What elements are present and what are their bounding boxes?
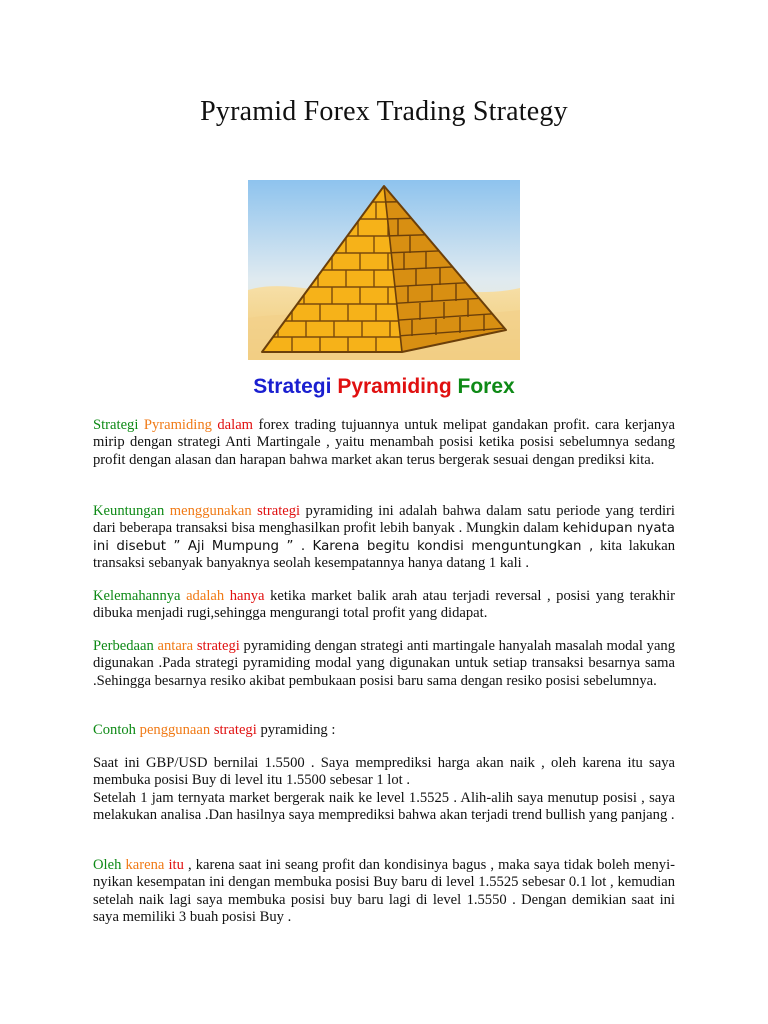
paragraph-text: pyramiding ini adalah bahwa dalam satu periode yang terdiri dari beberapa transaksi bisa menghasilkan profit lebih banyak . Mungkin dalam (93, 503, 675, 537)
paragraph-keuntungan (93, 503, 675, 572)
heading-word-pyramiding: Pyramiding (337, 375, 452, 398)
keyword: karena (125, 857, 165, 873)
keyword: strategi (213, 722, 257, 738)
paragraph-text-sans: kehidupan nyata ini disebut ” Aji Mumpung ” . Karena begitu kondisi menguntungkan , (93, 521, 676, 554)
paragraph-text: forex trading tujuannya untuk melipat gandakan profit. cara kerjanya mirip dengan strategi Anti Martingale , yaitu menambah posisi ketika posisi sebelumnya sedang profit dengan alasan dan harapan bahwa market akan terus bergerak sesuai dengan prediksi kita. (93, 417, 675, 468)
paragraph-example (93, 755, 675, 824)
keyword: strategi (257, 503, 301, 519)
keyword: Pyramiding (143, 417, 212, 433)
keyword: antara (157, 638, 194, 654)
paragraph-kelemahan (93, 588, 675, 623)
keyword: menggunakan (169, 503, 252, 519)
paragraph-perbedaan (93, 638, 675, 690)
keyword: strategi (196, 638, 240, 654)
keyword: adalah (186, 588, 225, 604)
keyword: dalam (217, 417, 254, 433)
pyramid-illustration (248, 180, 520, 360)
section-heading (0, 375, 768, 399)
heading-word-forex: Forex (457, 375, 515, 398)
paragraph-text: , karena saat ini seang profit dan kondisinya bagus , maka saya tidak boleh menyi-nyikan kesempatan ini dengan membuka posisi Buy baru di level 1.5525 sebesar 0.1 lot , kemudian setelah naik lagi saya membuka posisi buy baru lagi di level 1.5550 . Dengan demikian saat ini saya memiliki 3 buah posisi Buy . (93, 857, 675, 925)
keyword: Contoh (93, 722, 136, 738)
keyword: penggunaan (139, 722, 211, 738)
keyword: Kelemahannya (93, 588, 181, 604)
paragraph-text: kita lakukan transaksi sebanyak banyaknya seolah kesempatannya hanya datang 1 kali . (93, 537, 675, 571)
paragraph-oleh-karena-itu (93, 857, 675, 926)
heading-word-strategi: Strategi (253, 375, 332, 398)
keyword: Oleh (93, 857, 122, 873)
page-title: Pyramid Forex Trading Strategy (200, 96, 568, 127)
paragraph-text: Setelah 1 jam ternyata market bergerak naik ke level 1.5525 . Alih-alih saya menutup posisi , saya melakukan analisa .Dan hasilnya saya memprediksi bahwa akan terjadi trend bullish yang panjang . (93, 789, 675, 823)
paragraph-contoh (93, 722, 675, 739)
keyword: itu (168, 857, 184, 873)
keyword: Perbedaan (93, 638, 154, 654)
paragraph-text: ketika market balik arah atau terjadi reversal , posisi yang terakhir dibuka menjadi rugi,sehingga mengurangi total profit yang didapat. (93, 588, 675, 622)
keyword: hanya (229, 588, 265, 604)
keyword: Keuntungan (93, 503, 165, 519)
keyword: Strategi (93, 417, 139, 433)
paragraph-text: Saat ini GBP/USD bernilai 1.5500 . Saya memprediksi harga akan naik , oleh karena itu saya membuka posisi Buy di level itu 1.5500 sebesar 1 lot . (93, 755, 675, 789)
paragraph-text: pyramiding : (260, 722, 336, 738)
paragraph-intro (93, 417, 675, 469)
paragraph-text: pyramiding dengan strategi anti martingale hanyalah masalah modal yang digunakan .Pada strategi pyramiding modal yang digunakan untuk setiap transaksi besarnya sama .Sehingga besarnya resiko akibat pembukaan posisi baru sama dengan resiko posisi sebelumnya. (93, 638, 676, 689)
